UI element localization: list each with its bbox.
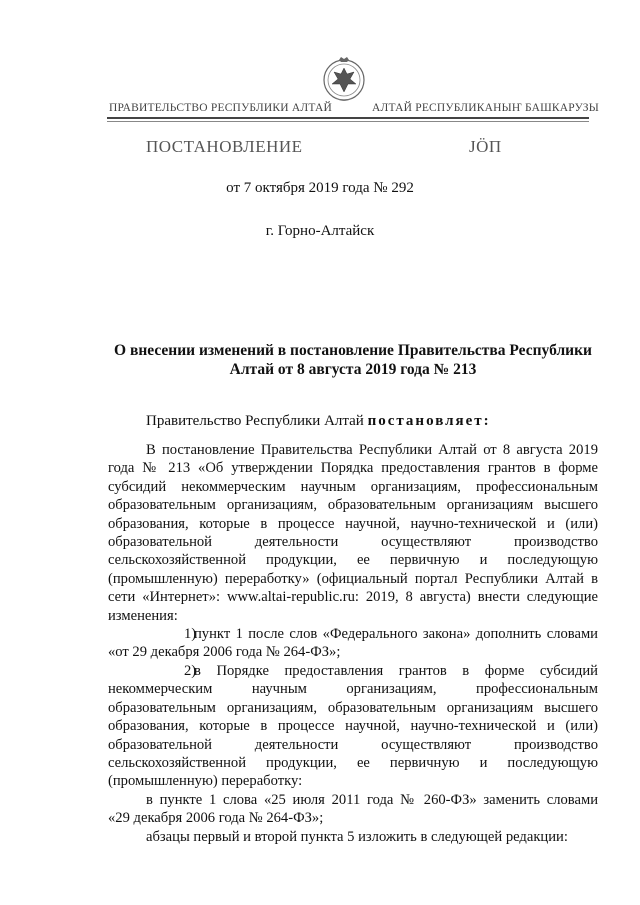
body-line: образовательным организациям, образовательным организациям высшего: [108, 699, 598, 716]
document-date-number: от 7 октября 2019 года № 292: [226, 180, 414, 196]
body-line: образовательной деятельности осуществляют производство: [108, 534, 598, 551]
decree-verb: постановляет:: [367, 413, 491, 429]
body-line: сети «Интернет»: www.altai-republic.ru: 2019, 8 августа) внести следующие: [108, 589, 598, 606]
body-line: некоммерческим научным организациям, профессиональным: [108, 681, 598, 698]
body-line: абзацы первый и второй пункта 5 изложить в следующей редакции:: [146, 828, 568, 845]
body-line: образования, которые в процессе научной, научно-технической и (или): [108, 515, 598, 532]
doc-type-altai: JӦП: [469, 137, 502, 156]
list-item-number: 1): [184, 626, 197, 643]
body-line: образования, которые в процессе научной, научно-технической и (или): [108, 718, 598, 735]
body-line: В постановление Правительства Республики Алтай от 8 августа 2019: [146, 442, 598, 458]
body-line: (промышленную) переработку:: [108, 773, 303, 790]
body-line: образовательной деятельности осуществляют производство: [108, 736, 598, 753]
document-title: О внесении изменений в постановление Правительства Республики Алтай от 8 августа 2019 года № 213: [114, 342, 592, 378]
header-rule-thin: [107, 121, 589, 122]
list-item-number: 2): [184, 662, 197, 679]
list-item-text: пункт 1 после слов «Федерального закона» дополнить словами: [194, 626, 598, 643]
body-line: субсидий некоммерческим научным организациям, профессиональным: [108, 478, 598, 495]
document-city: г. Горно-Алтайск: [265, 223, 375, 239]
body-line: сельскохозяйственной продукции, ее первичную и последующую: [108, 552, 598, 569]
government-name-altai: АЛТАЙ РЕСПУБЛИКАНЫҤ БАШКАРУЗЫ: [372, 102, 599, 114]
body-line: изменения:: [108, 607, 178, 624]
decree-line: [146, 413, 491, 430]
list-item-2: [108, 662, 598, 680]
doc-type-russian: ПОСТАНОВЛЕНИЕ: [146, 137, 303, 156]
body-line: сельскохозяйственной продукции, ее первичную и последующую: [108, 754, 598, 771]
body-line: «29 декабря 2006 года № 264-ФЗ»;: [108, 810, 324, 827]
body-line: года № 213 «Об утверждении Порядка предоставления грантов в форме: [108, 460, 598, 477]
list-item-1: [108, 625, 598, 643]
body-line: (промышленную) переработку» (официальный портал Республики Алтай в: [108, 570, 598, 587]
coat-of-arms-emblem: [322, 54, 366, 106]
body-line: в пункте 1 слова «25 июля 2011 года № 260-ФЗ» заменить словами: [146, 791, 598, 808]
decree-subject: Правительство Республики Алтай: [146, 413, 364, 429]
header-rule-thick: [107, 117, 589, 119]
body-line: образовательным организациям, образовательным организациям высшего: [108, 497, 598, 514]
list-item-text: в Порядке предоставления грантов в форме субсидий: [194, 662, 598, 679]
government-name-russian: ПРАВИТЕЛЬСТВО РЕСПУБЛИКИ АЛТАЙ: [109, 102, 333, 114]
body-line: «от 29 декабря 2006 года № 264-ФЗ»;: [108, 644, 341, 661]
document-body: [108, 441, 598, 846]
